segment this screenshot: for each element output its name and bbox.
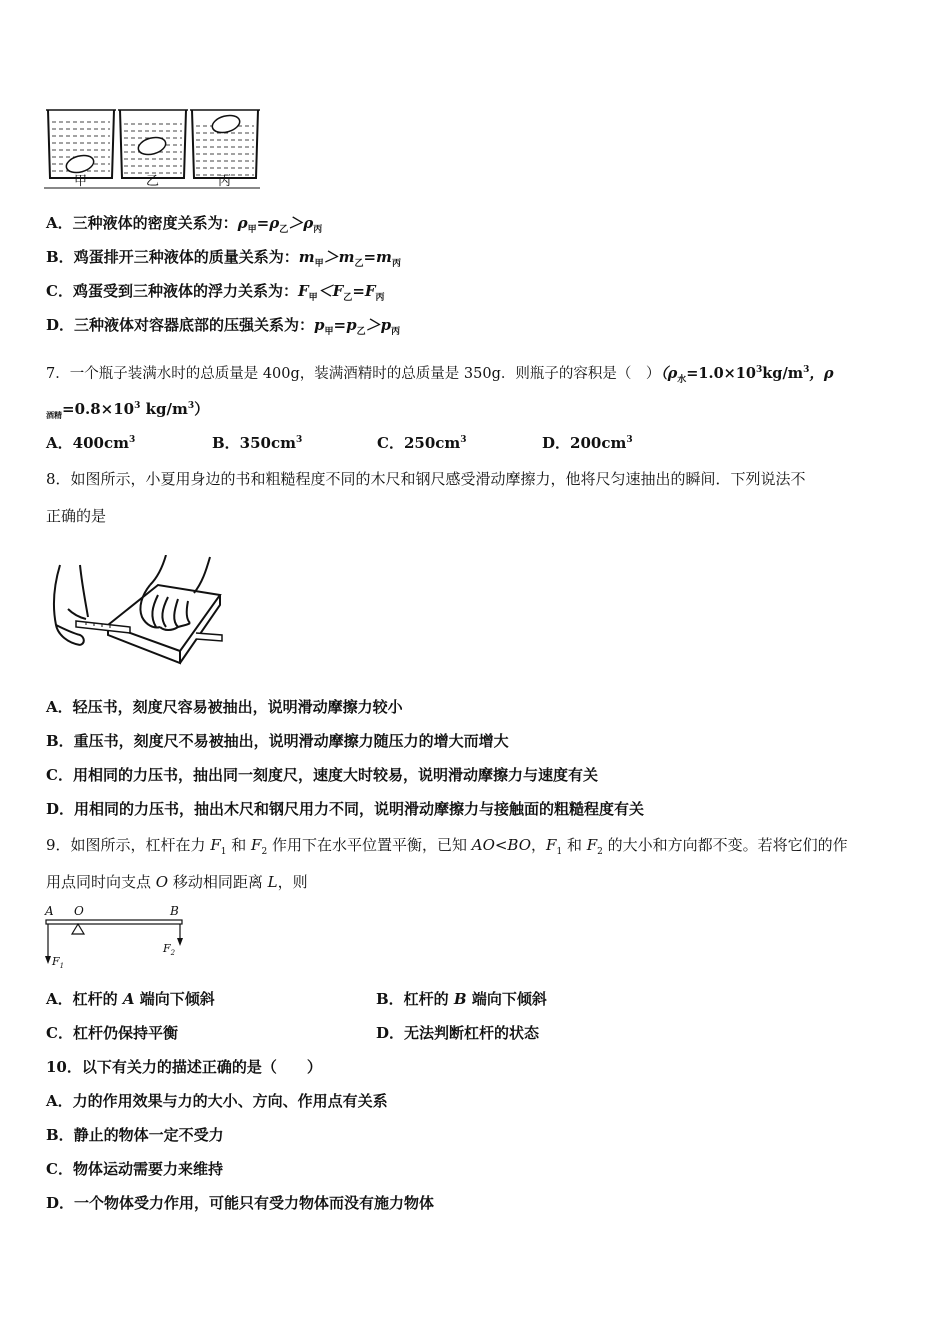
q9-option-a: A．杠杆的 A 端向下倾斜 — [46, 990, 215, 1008]
q9-option-c: C．杠杆仍保持平衡 — [46, 1024, 178, 1042]
q7-stem: 7．一个瓶子装满水时的总质量是 400g，装满酒精时的总质量是 350g．则瓶子的容积是（ ）（$\rho_水=1.0\times 10^3kg/m^3$，ρ — [46, 365, 834, 385]
lever-label-o: O — [74, 904, 84, 918]
beaker-yi — [118, 110, 188, 178]
q9-stem-line2: 用点同时向支点 O 移动相同距离 L，则 — [46, 873, 308, 891]
lever-bar — [46, 920, 182, 924]
q10-option-b: B．静止的物体一定不受力 — [46, 1126, 224, 1144]
q7-stem-line2: $_{酒精}=0.8\times 10^3$ $kg/m^3$） — [46, 400, 210, 420]
q9-stem: 9．如图所示，杠杆在力 $F_1$ 和 $F_2$ 作用下在水平位置平衡，已知 AO<BO，$F_1$ 和 $F_2$ 的大小和方向都不变。若将它们的作 — [46, 836, 848, 857]
lever-label-f2: $F_2$ — [163, 942, 176, 958]
q8-stem: 8．如图所示，小夏用身边的书和粗糙程度不同的木尺和钢尺感受滑动摩擦力，他将尺匀速抽出的瞬间．下列说法不 — [46, 470, 806, 488]
q10-option-d: D．一个物体受力作用，可能只有受力物体而没有施力物体 — [46, 1194, 435, 1212]
q10-option-c: C．物体运动需要力来维持 — [46, 1160, 223, 1178]
beaker-label-yi: 乙 — [146, 174, 160, 189]
q6-option-b: B．鸡蛋排开三种液体的质量关系为：$m_甲>m_乙=m_丙$ — [46, 248, 401, 269]
q9-option-b: B．杠杆的 B 端向下倾斜 — [376, 990, 547, 1008]
book-ruler-figure — [46, 555, 226, 667]
lever-label-f1: $F_1$ — [52, 955, 65, 971]
q8-option-a: A．轻压书，刻度尺容易被抽出，说明滑动摩擦力较小 — [46, 698, 403, 716]
q7-option-c: C．$250cm^3$ — [377, 434, 467, 452]
lever-label-a: A — [45, 904, 54, 918]
q6-option-a: A．三种液体的密度关系为：$\rho_甲=\rho_乙>\rho_丙$ — [46, 214, 323, 235]
q7-option-b: B．$350cm^3$ — [212, 434, 303, 452]
q6-option-c: C．鸡蛋受到三种液体的浮力关系为：$F_甲<F_乙=F_丙$ — [46, 282, 385, 303]
q7-option-d: D．$200cm^3$ — [542, 434, 633, 452]
q10-option-a: A．力的作用效果与力的大小、方向、作用点有关系 — [46, 1092, 388, 1110]
q7-option-a: A．$400cm^3$ — [46, 434, 136, 452]
fulcrum — [72, 924, 84, 934]
beaker-bing — [190, 110, 260, 178]
q10-stem: 10．以下有关力的描述正确的是（ ） — [46, 1058, 322, 1076]
left-hand — [54, 565, 88, 645]
lever-label-b: B — [170, 904, 179, 918]
beaker-label-jia: 甲 — [74, 174, 88, 189]
beaker-jia — [46, 110, 116, 178]
q8-option-d: D．用相同的力压书，抽出木尺和钢尺用力不同，说明滑动摩擦力与接触面的粗糙程度有关 — [46, 800, 645, 818]
q8-stem-line2: 正确的是 — [46, 507, 107, 525]
q9-option-d: D．无法判断杠杆的状态 — [376, 1024, 540, 1042]
q8-option-c: C．用相同的力压书，抽出同一刻度尺，速度大时较易，说明滑动摩擦力与速度有关 — [46, 766, 598, 784]
q8-option-b: B．重压书，刻度尺不易被抽出，说明滑动摩擦力随压力的增大而增大 — [46, 732, 509, 750]
beaker-label-bing: 丙 — [218, 174, 232, 189]
q6-option-d: D．三种液体对容器底部的压强关系为：$p_甲=p_乙>p_丙$ — [46, 316, 401, 337]
